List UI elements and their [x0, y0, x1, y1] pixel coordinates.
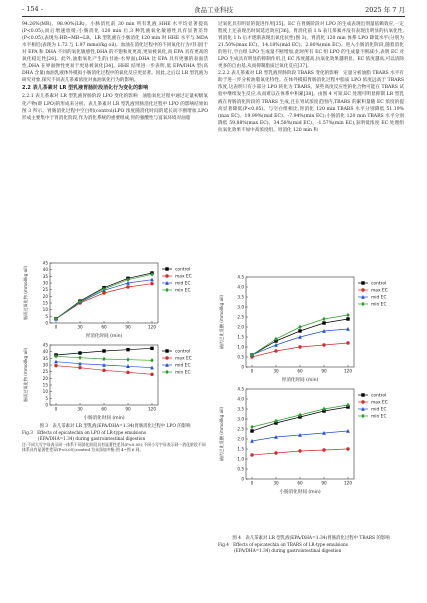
- data-point: [54, 364, 57, 367]
- legend-label: max EC: [175, 274, 192, 280]
- y-tick-label: 4.0: [237, 284, 244, 290]
- issue-date: 2025 年 7 月: [365, 6, 405, 14]
- x-tick-label: 120: [148, 324, 156, 330]
- x-tick-label: 120: [148, 406, 156, 412]
- series-line: [56, 273, 152, 319]
- y-tick-label: 40: [42, 267, 48, 273]
- y-axis-label: 脂质过氧化物 (mmol/kg oil): [23, 265, 28, 321]
- y-tick-label: 5: [45, 395, 48, 401]
- legend-label: control: [175, 349, 191, 355]
- y-tick-label: 1.0: [237, 344, 244, 350]
- y-tick-label: 0: [241, 476, 244, 482]
- data-point: [322, 343, 325, 346]
- y-tick-label: 35: [42, 273, 48, 279]
- data-point: [126, 357, 129, 361]
- y-tick-label: 35: [42, 355, 48, 361]
- data-point: [78, 351, 81, 354]
- data-point: [346, 447, 349, 450]
- x-tick-label: 0: [250, 368, 254, 374]
- figure4-caption-en-1: Fig.4 Effects of epicatechin on TBARS of LR-type emulsions: [218, 542, 348, 547]
- legend-marker: [361, 281, 364, 284]
- y-tick-label: 2.0: [237, 436, 244, 442]
- y-tick-label: 2.5: [237, 314, 244, 320]
- y-tick-label: 20: [42, 375, 48, 381]
- data-point: [126, 285, 129, 288]
- data-point: [150, 282, 153, 285]
- x-tick-label: 120: [344, 480, 352, 486]
- x-tick-label: 120: [344, 368, 352, 374]
- data-point: [322, 317, 325, 321]
- legend-marker: [165, 349, 168, 352]
- x-axis-label: 胃消化时间 (min): [281, 378, 319, 383]
- x-tick-label: 30: [273, 480, 279, 486]
- plot-frame: [246, 277, 354, 367]
- x-axis-label: 小肠消化时间 (min): [83, 416, 125, 421]
- y-tick-label: 4.0: [237, 396, 244, 402]
- legend-label: mid EC: [175, 363, 191, 369]
- y-tick-label: 1.5: [237, 446, 244, 452]
- legend-marker: [361, 302, 364, 306]
- legend-marker: [361, 414, 364, 418]
- y-tick-label: 3.5: [237, 294, 244, 300]
- legend-label: control: [371, 393, 387, 399]
- y-tick-label: 25: [42, 287, 48, 293]
- data-point: [298, 449, 301, 452]
- x-tick-label: 90: [125, 406, 131, 412]
- y-tick-label: 10: [42, 307, 48, 313]
- page-number: - 154 -: [22, 5, 43, 13]
- data-point: [150, 347, 153, 350]
- x-tick-label: 90: [321, 480, 327, 486]
- figure4-caption: [218, 536, 404, 554]
- y-tick-label: 25: [42, 369, 48, 375]
- legend-marker: [165, 356, 168, 359]
- legend-marker: [165, 288, 168, 292]
- y-tick-label: 3.5: [237, 406, 244, 412]
- data-point: [102, 369, 105, 372]
- x-axis-label: 胃消化时间 (min): [85, 334, 123, 339]
- legend-label: control: [175, 267, 191, 273]
- x-tick-label: 30: [77, 406, 83, 412]
- y-tick-label: 0: [45, 402, 48, 408]
- data-point: [102, 349, 105, 352]
- series-line: [56, 274, 152, 318]
- figure4-caption-cn: 图 4 表儿茶素对 LR 型乳液(EPA/DHA=1.34)胃肠消化过程中 TBARS 的影响: [232, 536, 390, 541]
- chart-fig4-intestinal: [216, 384, 406, 496]
- data-point: [150, 373, 153, 376]
- legend-marker: [165, 370, 168, 374]
- y-tick-label: 45: [42, 260, 48, 266]
- data-point: [102, 357, 105, 361]
- data-point: [346, 317, 349, 320]
- x-tick-label: 90: [125, 324, 131, 330]
- left-column-text: [22, 21, 208, 259]
- legend-marker: [165, 274, 168, 277]
- y-tick-label: 3.0: [237, 304, 244, 310]
- y-tick-label: 45: [42, 342, 48, 348]
- y-tick-label: 20: [42, 293, 48, 299]
- legend-label: min EC: [371, 302, 387, 308]
- figure3-note: 注:不同大写字母表示同一体系不同消化阶段具有显著性差异(P<0.05);不同小写字母表示同一消化阶段不同体系具有显著性差异(P<0.05);control 为未添加多酚;图 4~图 6 同。: [22, 442, 206, 453]
- figure3-caption-cn: 图 3 表儿茶素对 LR 型乳液(EPA/DHA=1.34)胃肠消化过程中 LPO 的影响: [39, 424, 191, 429]
- data-point: [78, 366, 81, 369]
- right-column-text: [218, 21, 404, 259]
- y-tick-label: 30: [42, 362, 48, 368]
- y-tick-label: 4.5: [237, 386, 244, 392]
- y-tick-label: 1.5: [237, 334, 244, 340]
- x-tick-label: 60: [297, 368, 303, 374]
- figure3-caption-en-2: (EPA/DHA=1.34) during gastrointestinal digestion: [38, 436, 146, 441]
- data-point: [250, 453, 253, 456]
- x-tick-label: 0: [250, 480, 254, 486]
- data-point: [346, 341, 349, 344]
- figure4-caption-en-2: (EPA/DHA=1.34) during gastrointestinal digestion: [234, 548, 342, 553]
- legend-label: mid EC: [371, 295, 387, 301]
- y-axis-label: 脂质过氧化物 (mmol/kg oil): [23, 347, 28, 403]
- y-tick-label: 1.0: [237, 456, 244, 462]
- data-point: [126, 371, 129, 374]
- legend-marker: [361, 393, 364, 396]
- y-tick-label: 0.5: [237, 354, 244, 360]
- x-tick-label: 60: [101, 406, 107, 412]
- y-tick-label: 3.0: [237, 416, 244, 422]
- x-tick-label: 60: [101, 324, 107, 330]
- chart-fig3-gastric: [20, 258, 210, 340]
- data-point: [322, 448, 325, 451]
- data-point: [298, 345, 301, 348]
- chart-fig3-intestinal: [20, 340, 210, 422]
- y-axis-label: 硫代巴比妥酸 (mmol/kg oil): [219, 294, 224, 350]
- x-tick-label: 60: [297, 480, 303, 486]
- data-point: [274, 451, 277, 454]
- data-point: [250, 425, 253, 429]
- header-rule: [22, 16, 405, 17]
- data-point: [298, 329, 301, 332]
- paragraph: 过氧化具有明显的促进作用[35]。EC 在胃肠阶段对 LPO 的生成表现出剂量依赖效应,一定程度上还表现出时间延迟效应[36]。胃消化前 1 h 表儿茶素并没有表现出明显的抗氧化性,胃消化 1 h 后才逐渐表现出氧化抗性(图 3)。胃消化 120 min 体系 LPO 降低水平(分别为 21.50%(max EC)、14.18%(mid EC)、2.80%(min EC)。进入小肠消化阶段,随着消化的进行,空白组 LPO 生成量不断增加,此时所有 EC 组 LPO 的生成量不断减小,表明 EC 对 LPO 生成具有明显的抑制作用,且 EC 浓度越高,抗氧化效果越明显。EC 浓度越高,可以清除更多的自由基,从而抑制脂质过氧化反应[37]。: [218, 22, 404, 70]
- legend-label: min EC: [175, 370, 191, 376]
- legend-label: mid EC: [175, 281, 191, 287]
- data-point: [78, 355, 81, 359]
- paragraph: 94.26%(MR)、98.90%(LR)。小肠消化前 30 min 所有乳液 HHE 水平均显著提高(P<0.05),而后增速放缓;小肠消化 120 min 后,3 种乳液氧化敏感性具有显著差异(P<0.05),表现为:HR~MR~LR。LR 型乳液在小肠消化 120 min 时 HHE 水平与 MDA 水平相近(表现为 1.72 与 1.97 mmol/kg oil)。血油在消化过程中的不同氧化行为可归因于对 EPA 和 DHA 不同的氧化敏感性,DHA 的不饱和度更高,更易被氧化,而 EPA 具有更高的氧化稳定性[26]。此外,油脂氧化产生的(甘油-水界面),DHA 比 EPA 具有更强的表面活性,DHA 在界面弹性更易于更易被氧化[34]。HHE 结果进一步表明,低 EPA/DHA 型(高 DHA 含量)血油乳液体外模拟小肠消化过程中的氧化反应更显著。因此,之后以 LR 型乳液为研究对象,探究不同表儿茶素浓度对血油氧化行为的影响。: [22, 22, 208, 84]
- chart-fig4-gastric: [216, 272, 406, 384]
- legend-label: min EC: [371, 414, 387, 420]
- data-point: [346, 313, 349, 317]
- y-tick-label: 0: [45, 320, 48, 326]
- x-tick-label: 0: [54, 406, 58, 412]
- y-tick-label: 30: [42, 280, 48, 286]
- legend-marker: [361, 400, 364, 403]
- legend-label: max EC: [371, 288, 388, 294]
- y-tick-label: 10: [42, 389, 48, 395]
- y-tick-label: 0.5: [237, 466, 244, 472]
- legend-marker: [361, 288, 364, 291]
- x-tick-label: 0: [54, 324, 58, 330]
- series-line: [252, 329, 348, 355]
- series-line: [252, 407, 348, 431]
- y-tick-label: 0: [241, 364, 244, 370]
- data-point: [298, 325, 301, 329]
- y-tick-label: 2.0: [237, 324, 244, 330]
- data-point: [250, 429, 253, 432]
- legend-label: mid EC: [371, 407, 387, 413]
- paragraph: 2.2.1 表儿茶素对 LR 型乳液胃肠阶段 LPO 变化的影响 油脂氧化过程中通过定量初级氧化产物(即 LPO)的形成来分析。表儿茶素对 LR 型乳液胃肠消化过程中 LPO 的影响结果如图 3 所示。胃肠消化过程中空白组(control)LPO 浓度随消化时间的延长而不断增加,LPO 形成主要集中于胃消化阶段,作为消化系统的重要组成,胃的强酸性与富氧环境对油脂: [22, 94, 208, 121]
- paragraph: 2.2.2 表儿茶素对 LR 型乳液胃肠阶段 TBARS 变化的影响 定量分析油脂 TBARS 水平有助于进一步分析油脂氧化特性。在体外模拟胃肠消化过程中脂质 LPO 浓度远高于 TBARS 浓度,这表明只有小部分 LPO 转化为 TBARS。某些高度反应性的化合物可能在 TBARS 试验中继续发生反应,从而难以在体系中积累[38]。由图 4 可知,EC 处理可明显抑制 LR 型乳液在胃肠消化阶段的 TBARS 生成,且在胃试浓度范围内,TBARS 的累积量随 EC 浓度的提高显著降低(P<0.05)。与空白组相比,胃消化 120 min TBARS 水平分别降低 51.19%(max EC)、19.99%(mid EC)、-7.94%(min EC);小肠消化 120 min TBARS 水平分别降低 59.88%(max EC)、34.58%(mid EC)、-1.57%(min EC),表明低浓度 EC 处理组抗氧化效果不如中高浓度组。胃消化 120 min 和: [218, 71, 404, 133]
- section-heading: 2.2 表儿茶素对 LR 型乳液胃肠阶段消化行为变化的影响: [22, 85, 149, 92]
- x-axis-label: 小肠消化时间 (min): [279, 490, 321, 495]
- y-tick-label: 15: [42, 382, 48, 388]
- data-point: [322, 321, 325, 324]
- y-tick-label: 2.5: [237, 426, 244, 432]
- figure3-caption: [22, 424, 208, 453]
- journal-name: 食品工业科技: [194, 6, 233, 14]
- y-axis-label: 硫代巴比妥酸 (mmol/kg oil): [219, 406, 224, 462]
- y-tick-label: 40: [42, 349, 48, 355]
- legend-label: control: [371, 281, 387, 287]
- data-point: [274, 349, 277, 352]
- figure3-caption-en-1: Fig.3 Effects of epicatechin on LPO of LR-type emulsions: [22, 430, 146, 435]
- x-tick-label: 30: [77, 324, 83, 330]
- y-tick-label: 5: [45, 313, 48, 319]
- legend-marker: [165, 267, 168, 270]
- legend-label: min EC: [175, 288, 191, 294]
- legend-label: max EC: [371, 400, 388, 406]
- x-tick-label: 30: [273, 368, 279, 374]
- y-tick-label: 15: [42, 300, 48, 306]
- data-point: [126, 348, 129, 351]
- x-tick-label: 90: [321, 368, 327, 374]
- legend-label: max EC: [175, 356, 192, 362]
- y-tick-label: 4.5: [237, 274, 244, 280]
- data-point: [150, 358, 153, 362]
